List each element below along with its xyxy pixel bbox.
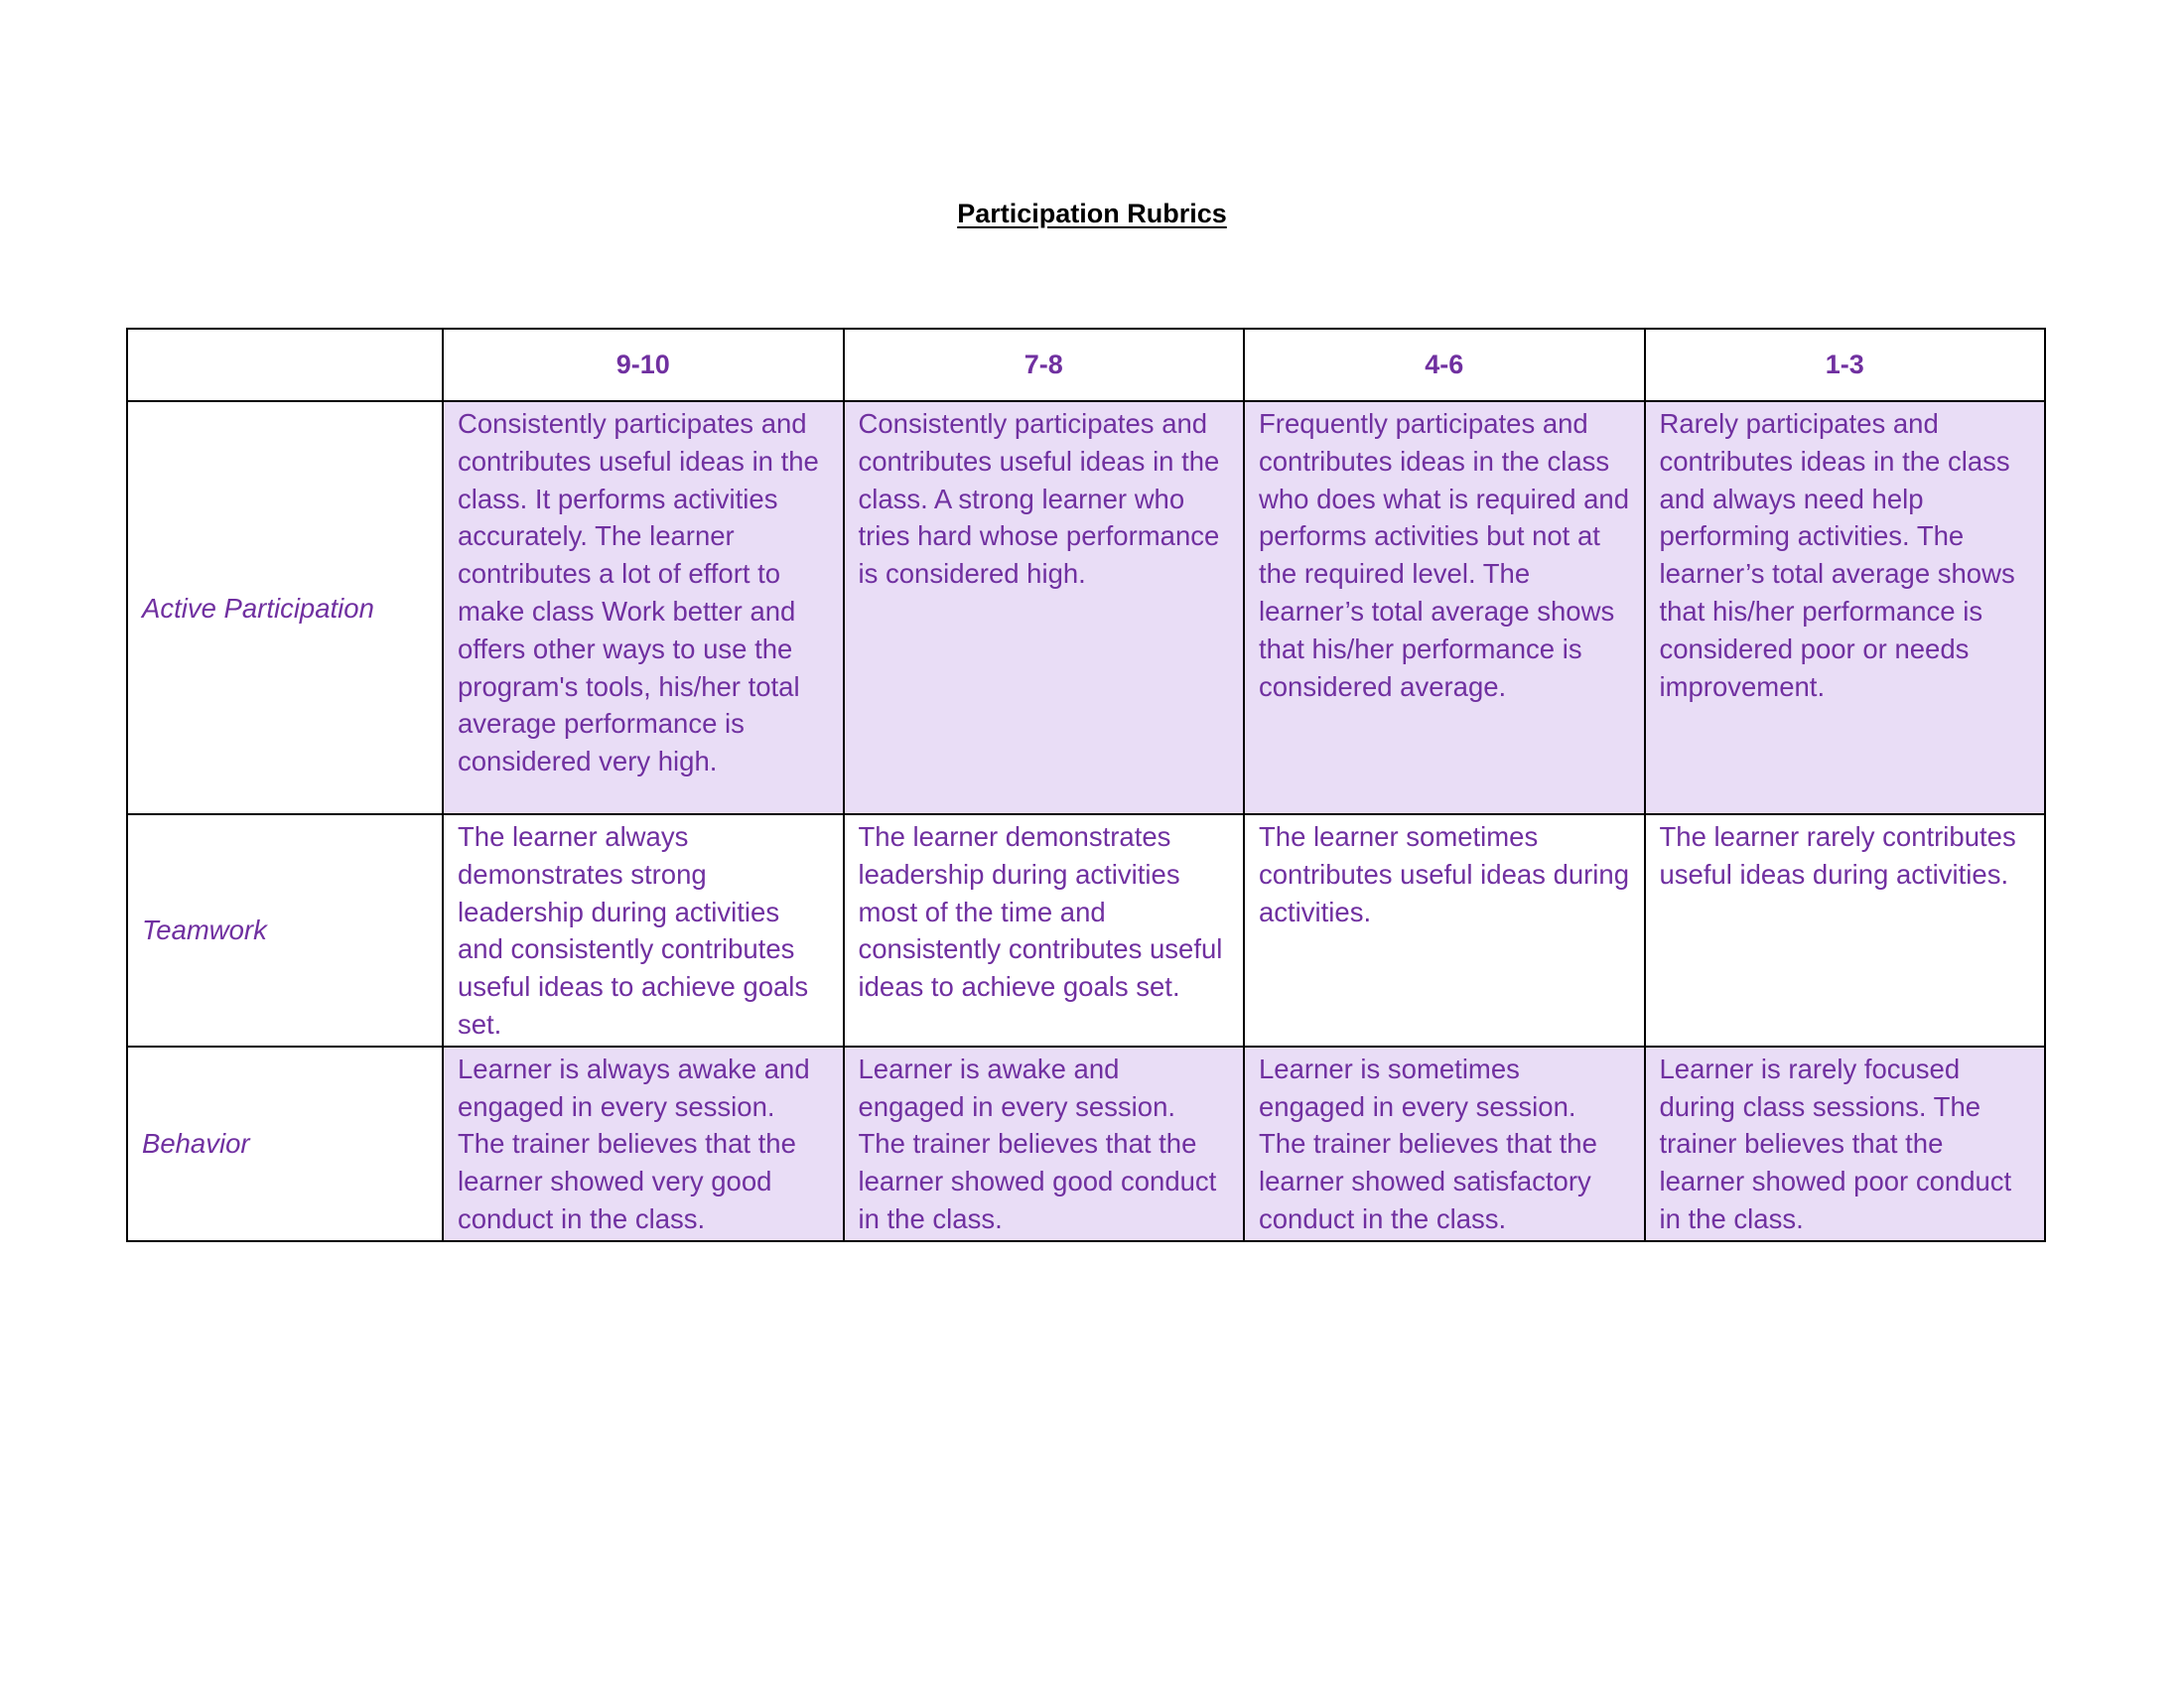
- column-header-1-3: 1-3: [1645, 329, 2046, 401]
- column-header-7-8: 7-8: [844, 329, 1245, 401]
- criterion-active-participation: Active Participation: [127, 401, 443, 814]
- column-header-9-10: 9-10: [443, 329, 844, 401]
- cell-behavior-4-6: Learner is sometimes engaged in every session. The trainer believes that the learner showed satisfactory conduct in the class.: [1244, 1047, 1645, 1241]
- cell-teamwork-9-10: The learner always demonstrates strong leadership during activities and consistently contributes useful ideas to achieve goals set.: [443, 814, 844, 1047]
- cell-active-participation-1-3: Rarely participates and contributes ideas in the class and always need help performing activities. The learner’s total average shows that his/her performance is considered poor or needs improvement.: [1645, 401, 2046, 814]
- cell-behavior-1-3: Learner is rarely focused during class sessions. The trainer believes that the learner showed poor conduct in the class.: [1645, 1047, 2046, 1241]
- cell-teamwork-1-3: The learner rarely contributes useful ideas during activities.: [1645, 814, 2046, 1047]
- row-teamwork: [127, 814, 2045, 1047]
- rubric-table: [126, 328, 2046, 1242]
- corner-cell: [127, 329, 443, 401]
- criterion-behavior: Behavior: [127, 1047, 443, 1241]
- cell-teamwork-4-6: The learner sometimes contributes useful ideas during activities.: [1244, 814, 1645, 1047]
- cell-teamwork-7-8: The learner demonstrates leadership during activities most of the time and consistently contributes useful ideas to achieve goals set.: [844, 814, 1245, 1047]
- row-active-participation: [127, 401, 2045, 814]
- criterion-teamwork: Teamwork: [127, 814, 443, 1047]
- cell-behavior-9-10: Learner is always awake and engaged in every session. The trainer believes that the learner showed very good conduct in the class.: [443, 1047, 844, 1241]
- cell-behavior-7-8: Learner is awake and engaged in every session. The trainer believes that the learner showed good conduct in the class.: [844, 1047, 1245, 1241]
- cell-active-participation-9-10: Consistently participates and contributes useful ideas in the class. It performs activities accurately. The learner contributes a lot of effort to make class Work better and offers other ways to use the program's tools, his/her total average performance is considered very high.: [443, 401, 844, 814]
- cell-active-participation-4-6: Frequently participates and contributes ideas in the class who does what is required and performs activities but not at the required level. The learner’s total average shows that his/her performance is considered average.: [1244, 401, 1645, 814]
- header-row: [127, 329, 2045, 401]
- page-title: [0, 199, 2184, 229]
- column-header-4-6: 4-6: [1244, 329, 1645, 401]
- page-title-text: Participation Rubrics: [957, 199, 1227, 228]
- cell-active-participation-7-8: Consistently participates and contributes useful ideas in the class. A strong learner who tries hard whose performance is considered high.: [844, 401, 1245, 814]
- row-behavior: [127, 1047, 2045, 1241]
